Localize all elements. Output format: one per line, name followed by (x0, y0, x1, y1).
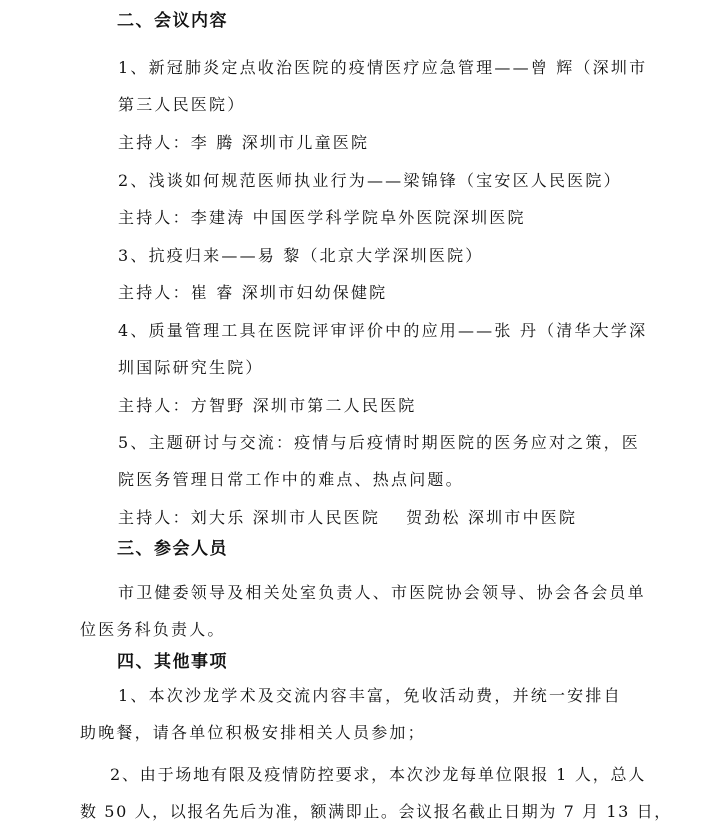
agenda-item-1-line2: 第三人民医院） (118, 95, 246, 114)
agenda-item-4-line1: 4、质量管理工具在医院评审评价中的应用——张 丹（清华大学深 (118, 321, 648, 340)
agenda-item-5-host-b: 贺劲松 深圳市中医院 (406, 508, 578, 527)
attendees-line1: 市卫健委领导及相关处室负责人、市医院协会领导、协会各会员单 (118, 583, 646, 602)
agenda-item-5-line2: 院医务管理日常工作中的难点、热点问题。 (118, 470, 464, 489)
section-heading-attendees: 三、参会人员 (117, 539, 228, 559)
agenda-item-1-line1: 1、新冠肺炎定点收治医院的疫情医疗应急管理——曾 辉（深圳市 (118, 58, 648, 77)
agenda-item-4-line2: 圳国际研究生院） (118, 358, 264, 377)
section-heading-other-matters: 四、其他事项 (117, 652, 228, 672)
agenda-item-1-host: 主持人：李 腾 深圳市儿童医院 (118, 133, 370, 152)
agenda-item-5-host-a: 主持人：刘大乐 深圳市人民医院 (118, 508, 381, 527)
other-item-1-line2: 助晚餐，请各单位积极安排相关人员参加； (80, 723, 426, 742)
other-item-2-line1: 2、由于场地有限及疫情防控要求，本次沙龙每单位限报 1 人，总人 (110, 765, 647, 784)
section-heading-meeting-content: 二、会议内容 (117, 11, 228, 31)
agenda-item-5-line1: 5、主题研讨与交流：疫情与后疫情时期医院的医务应对之策，医 (118, 433, 640, 452)
agenda-item-3-host: 主持人：崔 睿 深圳市妇幼保健院 (118, 283, 388, 302)
other-item-2-line2: 数 50 人，以报名先后为准，额满即止。会议报名截止日期为 7 月 13 日， (80, 802, 672, 821)
other-item-1-line1: 1、本次沙龙学术及交流内容丰富，免收活动费，并统一安排自 (118, 686, 622, 705)
agenda-item-2-host: 主持人：李建涛 中国医学科学院阜外医院深圳医院 (118, 208, 526, 227)
agenda-item-5-host (118, 507, 577, 529)
attendees-line2: 位医务科负责人。 (80, 620, 226, 639)
agenda-item-3-line1: 3、抗疫归来——易 黎（北京大学深圳医院） (118, 246, 484, 265)
agenda-item-4-host: 主持人：方智野 深圳市第二人民医院 (118, 396, 417, 415)
agenda-item-2-line1: 2、浅谈如何规范医师执业行为——梁锦锋（宝安区人民医院） (118, 171, 622, 190)
